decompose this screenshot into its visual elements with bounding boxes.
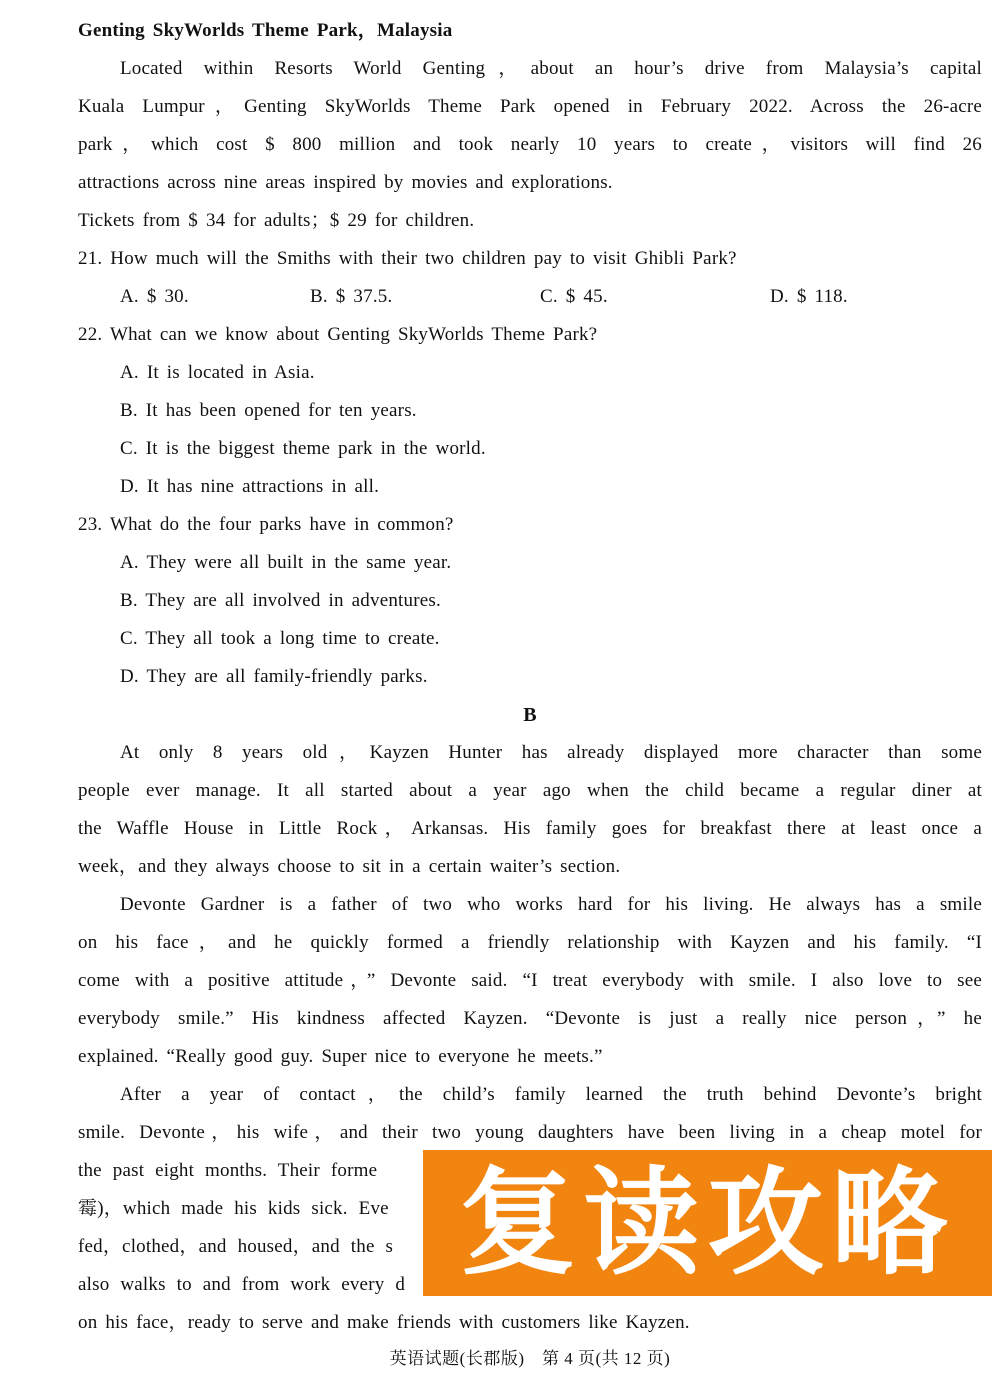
passage-b-line-truncated: 霉)，which made his kids sick. Eve: [78, 1198, 389, 1219]
watermark-banner: [423, 1150, 992, 1296]
question-22-option-b: B. It has been opened for ten years.: [120, 400, 417, 421]
passage-a-line: Kuala Lumpur，Genting SkyWorlds Theme Park opened in February 2022. Across the 26-acre: [78, 96, 982, 117]
passage-a-title: Genting SkyWorlds Theme Park，Malaysia: [78, 20, 453, 41]
question-21-options: [78, 278, 982, 316]
page-content: [78, 12, 982, 1342]
passage-b-line: explained. “Really good guy. Super nice to everyone he meets.”: [78, 1046, 603, 1067]
question-21-option-b: B. $ 37.5.: [310, 286, 393, 307]
passage-b-line: everybody smile.” His kindness affected Kayzen. “Devonte is just a really nice person，” he: [78, 1008, 982, 1029]
passage-b-line: Devonte Gardner is a father of two who works hard for his living. He always has a smile: [120, 894, 982, 915]
passage-b-line: people ever manage. It all started about a year ago when the child became a regular diner at: [78, 780, 982, 801]
question-21-option-c: C. $ 45.: [540, 286, 608, 307]
page-footer: 英语试题(长郡版) 第 4 页(共 12 页): [389, 1349, 671, 1368]
passage-b-line: on his face，ready to serve and make friends with customers like Kayzen.: [78, 1312, 690, 1333]
passage-b-line: After a year of contact，the child’s family learned the truth behind Devonte’s bright: [120, 1084, 982, 1105]
question-21-option-d: D. $ 118.: [770, 286, 848, 307]
passage-b-line: smile. Devonte，his wife，and their two young daughters have been living in a cheap motel for: [78, 1122, 982, 1143]
passage-b-line: week，and they always choose to sit in a certain waiter’s section.: [78, 856, 621, 877]
passage-b-line-truncated: fed，clothed，and housed，and the s: [78, 1236, 394, 1257]
passage-b-line: At only 8 years old，Kayzen Hunter has already displayed more character than some: [120, 742, 982, 763]
question-23-option-b: B. They are all involved in adventures.: [120, 590, 441, 611]
question-23-option-a: A. They were all built in the same year.: [120, 552, 452, 573]
passage-a-line: park，which cost $ 800 million and took nearly 10 years to create，visitors will find 26: [78, 134, 982, 155]
passage-b-line-truncated: also walks to and from work every d: [78, 1274, 406, 1295]
question-22-option-c: C. It is the biggest theme park in the world.: [120, 438, 486, 459]
question-22-option-a: A. It is located in Asia.: [120, 362, 315, 383]
question-23-option-c: C. They all took a long time to create.: [120, 628, 440, 649]
passage-a-tickets-line: Tickets from $ 34 for adults；$ 29 for children.: [78, 210, 475, 231]
passage-b-line-truncated: the past eight months. Their forme: [78, 1160, 378, 1181]
question-21: 21. How much will the Smiths with their two children pay to visit Ghibli Park?: [78, 248, 737, 269]
question-22-option-d: D. It has nine attractions in all.: [120, 476, 380, 497]
question-23-option-d: D. They are all family-friendly parks.: [120, 666, 428, 687]
passage-b-line: come with a positive attitude，” Devonte said. “I treat everybody with smile. I also love to see: [78, 970, 982, 991]
passage-b-line: on his face，and he quickly formed a friendly relationship with Kayzen and his family. “I: [78, 932, 982, 953]
passage-b-line: the Waffle House in Little Rock，Arkansas. His family goes for breakfast there at least once a: [78, 818, 982, 839]
passage-a-line: Located within Resorts World Genting，about an hour’s drive from Malaysia’s capital: [120, 58, 982, 79]
question-21-option-a: A. $ 30.: [120, 286, 189, 307]
section-b-heading: B: [523, 704, 537, 726]
passage-a-line: attractions across nine areas inspired by movies and explorations.: [78, 172, 613, 193]
question-23: 23. What do the four parks have in common?: [78, 514, 454, 535]
watermark-text: 复读攻略: [459, 1158, 956, 1288]
question-22: 22. What can we know about Genting SkyWorlds Theme Park?: [78, 324, 598, 345]
